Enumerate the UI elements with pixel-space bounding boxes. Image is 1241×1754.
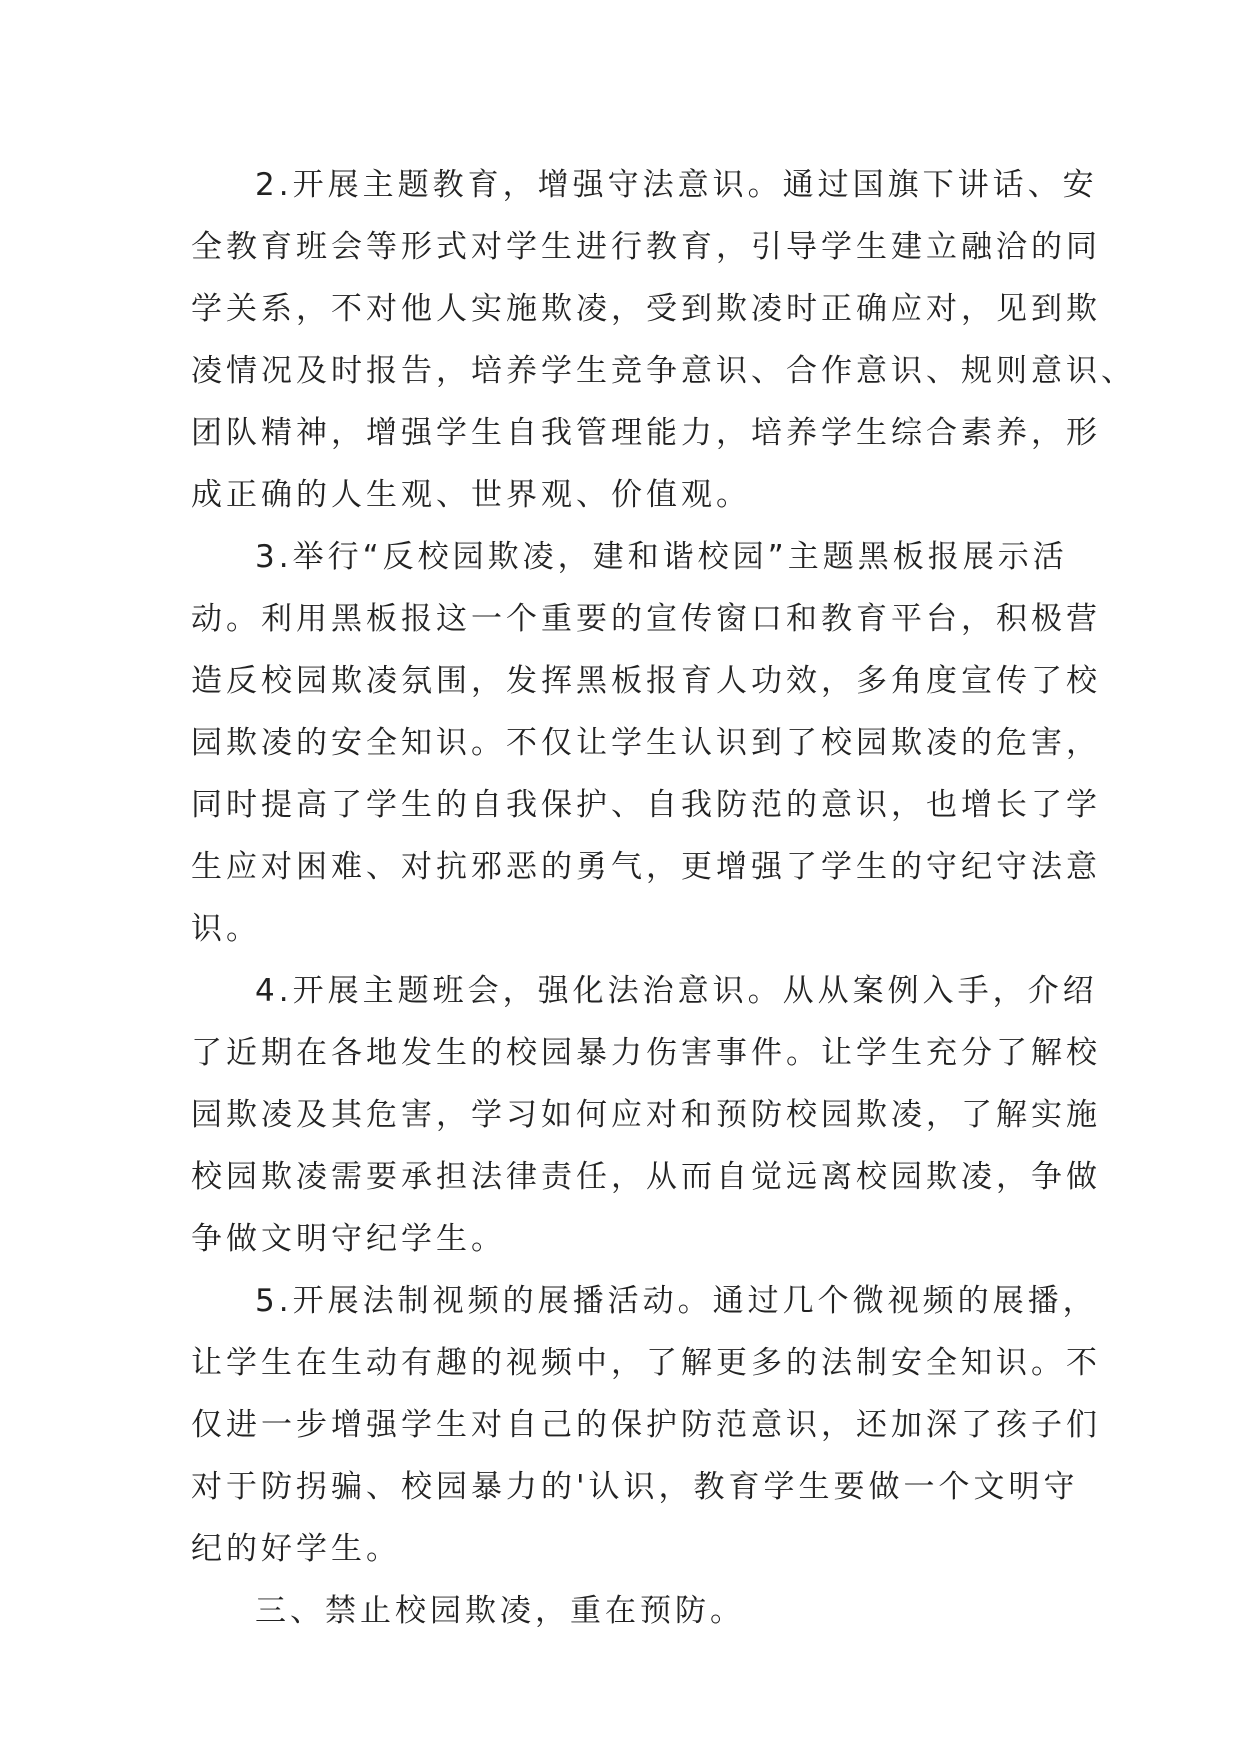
paragraph-2-line-5: 团队精神，增强学生自我管理能力，培养学生综合素养，形 <box>191 415 1101 451</box>
paragraph-2-line-2: 全教育班会等形式对学生进行教育，引导学生建立融洽的同 <box>191 229 1101 265</box>
document-body <box>191 154 1136 1642</box>
paragraph-4-line-1: 4.开展主题班会，强化法治意识。从从案例入手，介绍 <box>255 973 1098 1009</box>
paragraph-3-line-3: 造反校园欺凌氛围，发挥黑板报育人功效，多角度宣传了校 <box>191 663 1101 699</box>
paragraph-3-line-6: 生应对困难、对抗邪恶的勇气，更增强了学生的守纪守法意 <box>191 849 1101 885</box>
paragraph-4-line-5: 争做文明守纪学生。 <box>191 1221 506 1257</box>
paragraph-5-line-4: 对于防拐骗、校园暴力的'认识，教育学生要做一个文明守 <box>191 1469 1079 1505</box>
paragraph-2-line-4: 凌情况及时报告，培养学生竞争意识、合作意识、规则意识、 <box>191 353 1136 389</box>
paragraph-2-line-1: 2.开展主题教育，增强守法意识。通过国旗下讲话、安 <box>255 167 1098 203</box>
paragraph-3-line-4: 园欺凌的安全知识。不仅让学生认识到了校园欺凌的危害， <box>191 725 1101 761</box>
paragraph-3-line-2: 动。利用黑板报这一个重要的宣传窗口和教育平台，积极营 <box>191 601 1101 637</box>
paragraph-4-line-2: 了近期在各地发生的校园暴力伤害事件。让学生充分了解校 <box>191 1035 1101 1071</box>
paragraph-3-line-5: 同时提高了学生的自我保护、自我防范的意识，也增长了学 <box>191 787 1101 823</box>
section-heading-three: 三、禁止校园欺凌，重在预防。 <box>255 1593 745 1629</box>
paragraph-5-line-2: 让学生在生动有趣的视频中，了解更多的法制安全知识。不 <box>191 1345 1101 1381</box>
paragraph-2-line-6: 成正确的人生观、世界观、价值观。 <box>191 477 751 513</box>
paragraph-2-line-3: 学关系，不对他人实施欺凌，受到欺凌时正确应对，见到欺 <box>191 291 1101 327</box>
paragraph-4-line-3: 园欺凌及其危害，学习如何应对和预防校园欺凌，了解实施 <box>191 1097 1101 1133</box>
paragraph-3-line-7: 识。 <box>191 911 261 947</box>
paragraph-3-line-1: 3.举行“反校园欺凌，建和谐校园”主题黑板报展示活 <box>255 539 1068 575</box>
paragraph-4-line-4: 校园欺凌需要承担法律责任，从而自觉远离校园欺凌，争做 <box>191 1159 1101 1195</box>
paragraph-5-line-3: 仅进一步增强学生对自己的保护防范意识，还加深了孩子们 <box>191 1407 1101 1443</box>
paragraph-5-line-1: 5.开展法制视频的展播活动。通过几个微视频的展播， <box>255 1283 1098 1319</box>
paragraph-5-line-5: 纪的好学生。 <box>191 1531 401 1567</box>
